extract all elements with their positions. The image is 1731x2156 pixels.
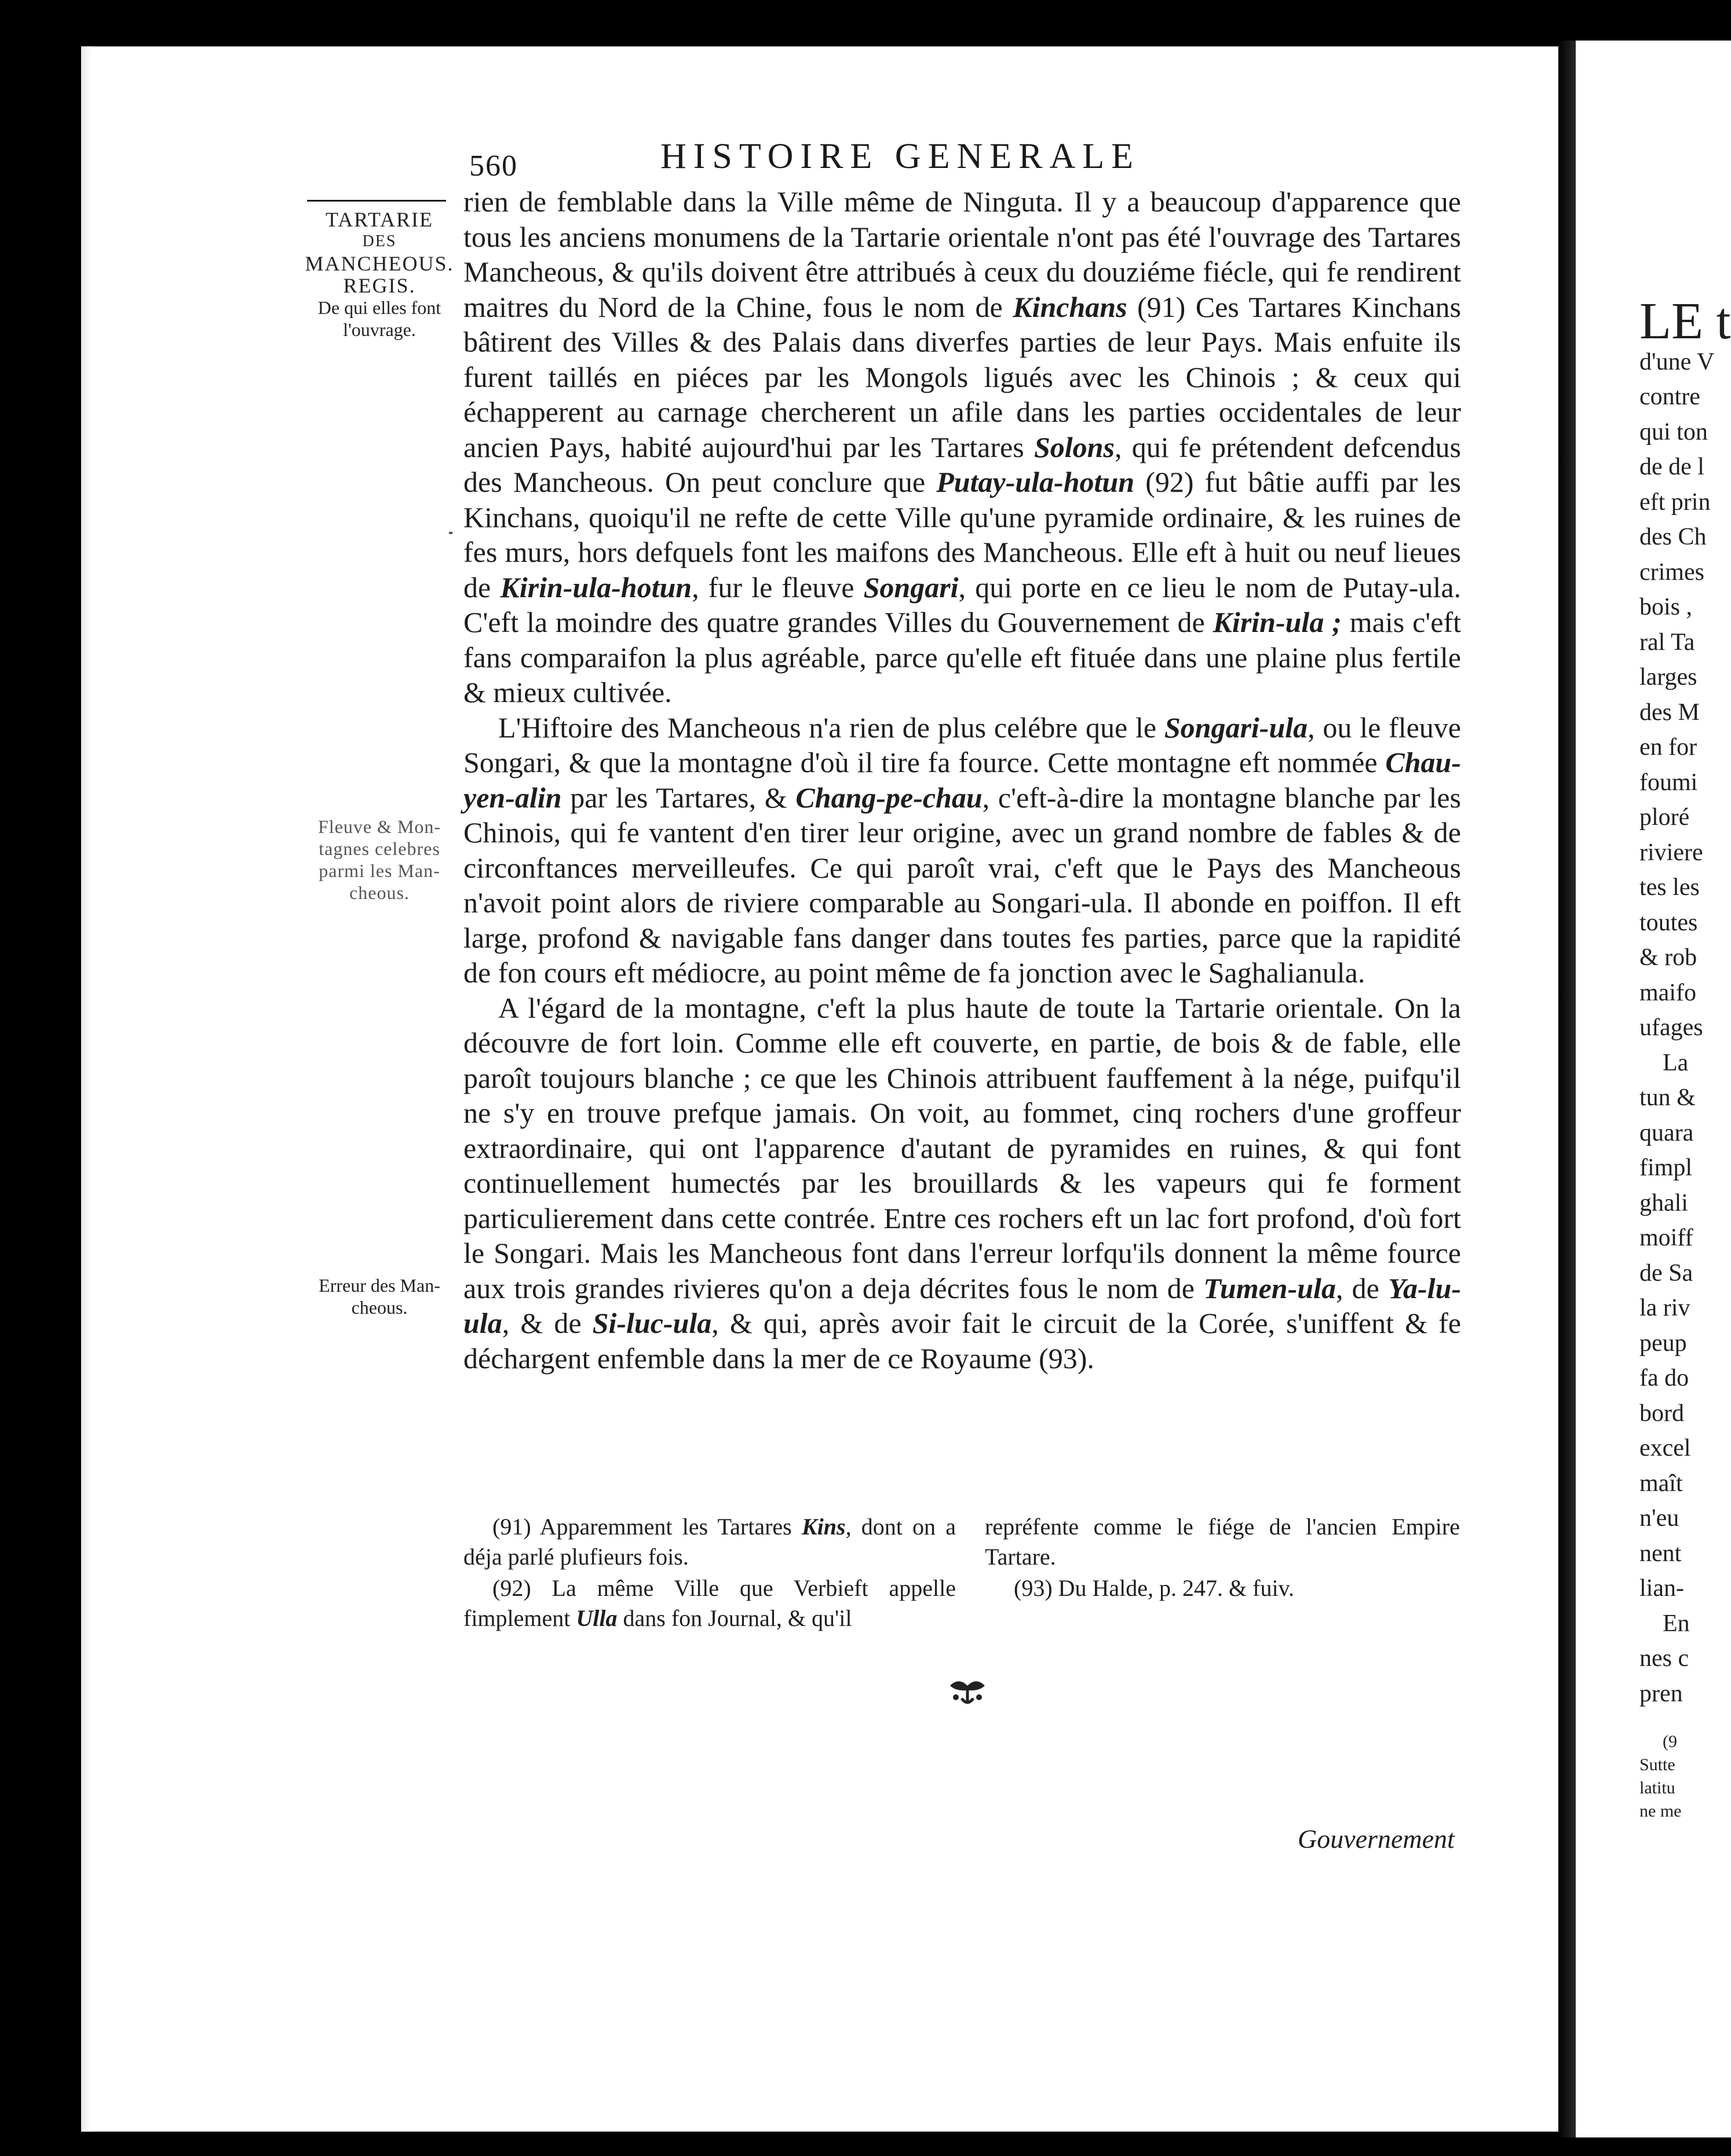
- p1-songari: Songari: [863, 571, 959, 604]
- fn91-kins: Kins: [801, 1514, 846, 1540]
- paragraph-1: [463, 184, 1461, 710]
- facing-page-line: ghali: [1639, 1189, 1688, 1216]
- facing-page-line: maît: [1639, 1470, 1683, 1497]
- facing-page-note-line: ne me: [1639, 1801, 1682, 1821]
- facing-page-line: d'une V: [1639, 348, 1715, 375]
- facing-page-line: excel: [1639, 1435, 1691, 1461]
- marginal-note-2d: cheous.: [349, 882, 410, 903]
- p1-text-f: , qui porte en ce lieu le nom de Putay-ula. C'eft la moindre des quatre grandes Villes du Gouvernement de: [463, 571, 1462, 638]
- p2-text-c: par les Tartares, &: [570, 781, 787, 814]
- facing-page-line: LE t: [1639, 293, 1731, 350]
- p1-text-c: , qui fe prétendent defcendus des Mancheous. On peut conclure que: [463, 430, 1461, 498]
- p1-text-b: (91) Ces Tartares Kinchans bâtirent des Villes & des Palais dans diverfes parties de leur Pays. Mais enfuite ils furent taillés en piéces par les Mongols ligués avec les Chinois ; & ceux qui échapperent au carnage chercherent un afile dans les parties occidentales de leur ancien Pays, habité aujourd'hui par les Tartares: [463, 290, 1461, 463]
- facing-page: [1576, 41, 1731, 2137]
- footnotes-right-column: [985, 1512, 1460, 1605]
- marginal-note-2b: tagnes celebres: [319, 838, 440, 859]
- facing-page-line: quara: [1639, 1119, 1694, 1146]
- marginal-region-line-2: DES: [362, 232, 397, 250]
- facing-page-line: pren: [1639, 1680, 1683, 1707]
- facing-page-line: foumi: [1639, 769, 1698, 796]
- p2-songari-ula: Songari-ula: [1164, 711, 1308, 744]
- p2-chau: Chau-yen-alin: [463, 746, 1461, 814]
- p3-tumen: Tumen-ula: [1203, 1271, 1336, 1304]
- marginal-note-error: [298, 1274, 461, 1318]
- footnote-93: (93) Du Halde, p. 247. & fuiv.: [1014, 1575, 1294, 1601]
- facing-page-line: en for: [1639, 734, 1697, 761]
- marginal-region-line-1: TARTARIE: [325, 208, 434, 231]
- p2-chang: Chang-pe-chau: [795, 781, 983, 814]
- p1-kinchans: Kinchans: [1013, 290, 1127, 323]
- catchword: Gouvernement: [1298, 1824, 1455, 1854]
- facing-page-line: contre: [1639, 383, 1700, 410]
- facing-page-line: larges: [1639, 664, 1697, 690]
- facing-page-line: nent: [1639, 1540, 1682, 1567]
- facing-page-line: peup: [1639, 1329, 1687, 1357]
- facing-page-line: & rob: [1639, 944, 1697, 971]
- p2-text-a: L'Hiftoire des Mancheous n'a rien de plus celébre que le: [498, 711, 1157, 744]
- fleuron-ornament-icon: [938, 1674, 996, 1709]
- footnote-92-continued: repréfente comme le fiége de l'ancien Empire Tartare.: [985, 1514, 1460, 1570]
- p1-kirin-hotun: Kirin-ula-hotun: [500, 571, 692, 604]
- facing-page-line: de Sa: [1639, 1259, 1693, 1287]
- fn92-text-a: (92) La même Ville que Verbieft appelle fimplement: [463, 1575, 956, 1631]
- marginal-note-3a: Erreur des Man-: [319, 1275, 440, 1296]
- facing-page-line: eft prin: [1639, 488, 1711, 516]
- facing-page-line: fa do: [1639, 1365, 1689, 1391]
- p3-text-a: A l'égard de la montagne, c'eft la plus haute de toute la Tartarie orientale. On la découvre de fort loin. Comme elle eft couverte, en partie, de bois & de fable, elle paroît toujours blanche ; ce que les Chinois attribuent fauffement à la nége, puifqu'il ne s'y en trouve prefque jamais. On voit, au fommet, cinq rochers d'une groffeur extraordinaire, qui ont l'apparence d'autant de pyramides en ruines, & qui font continuellement humectés par les brouillards & les vapeurs qui fe forment particulierement dans cette contrée. Entre ces rochers eft un lac fort profond, d'où fort le Songari. Mais les Mancheous font dans l'erreur lorfqu'ils donnent la même fource aux trois grandes rivieres qu'on a deja décrites fous le nom de: [463, 991, 1461, 1304]
- p1-kirin: Kirin-ula ;: [1213, 606, 1342, 638]
- p2-text-b: , ou le fleuve Songari, & que la montagne d'où il tire fa fource. Cette montagne eft nommée: [463, 711, 1462, 779]
- marginal-region-line-4: REGIS.: [343, 274, 416, 297]
- facing-page-line: tun &: [1639, 1084, 1696, 1111]
- marginal-region-label: [298, 209, 461, 341]
- facing-page-line: n'eu: [1639, 1505, 1679, 1532]
- facing-page-line: ufages: [1639, 1014, 1703, 1041]
- paragraph-3: [463, 991, 1461, 1376]
- facing-page-line: lian-: [1639, 1575, 1684, 1602]
- marginal-region-line-3: MANCHEOUS.: [305, 252, 454, 275]
- facing-page-line: moiff: [1639, 1225, 1693, 1251]
- marginal-note-1b: l'ouvrage.: [343, 319, 416, 340]
- p3-text-c: , & de: [502, 1307, 582, 1339]
- p3-yalu: Ya-lu-ula: [463, 1271, 1462, 1339]
- facing-page-line: tes les: [1639, 874, 1700, 901]
- page-edge-shadow: [81, 46, 92, 2132]
- fn92-ulla: Ulla: [576, 1605, 618, 1631]
- fn91-text-b: , dont on a déja parlé plufieurs fois.: [463, 1514, 956, 1570]
- p3-text-b: , de: [1335, 1271, 1379, 1304]
- fn92-text-b: dans fon Journal, & qu'il: [623, 1605, 852, 1631]
- facing-page-line: maifo: [1639, 979, 1696, 1006]
- facing-page-line: des Ch: [1639, 524, 1707, 550]
- p1-solons: Solons: [1034, 430, 1115, 463]
- facing-page-note-line: (9: [1663, 1732, 1677, 1751]
- facing-page-note-line: Sutte: [1639, 1755, 1675, 1774]
- facing-page-line: de de l: [1639, 454, 1704, 480]
- facing-page-line: fimpl: [1639, 1154, 1692, 1181]
- book-gutter: [1558, 41, 1576, 2137]
- marginal-note-river: [298, 816, 461, 904]
- p1-text-g: mais c'eft fans comparaifon la plus agréable, parce qu'elle eft fituée dans une plaine plus fertile & mieux cultivée.: [463, 606, 1462, 708]
- marginal-note-2a: Fleuve & Mon-: [317, 816, 441, 837]
- footnote-92: [463, 1573, 956, 1634]
- facing-page-line: ral Ta: [1639, 628, 1695, 656]
- facing-page-line: des M: [1639, 699, 1700, 726]
- facing-page-line: bord: [1639, 1399, 1684, 1427]
- facing-page-line: la riv: [1639, 1295, 1690, 1321]
- facing-page-line: ploré: [1639, 804, 1690, 831]
- p1-text-e: , fur le fleuve: [692, 571, 854, 604]
- margin-rule: [307, 200, 446, 202]
- facing-page-line: La: [1663, 1049, 1689, 1076]
- facing-page-line: crimes: [1639, 558, 1704, 586]
- facing-page-line: toutes: [1639, 909, 1698, 936]
- running-head: [469, 136, 1570, 182]
- p2-text-d: , c'eft-à-dire la montagne blanche par les Chinois, qui fe vantent d'en tirer leur origine, avec un grand nombre de fables & de circonftances merveilleufes. Ce qui paroît vrai, c'eft que le Pays des Mancheous n'avoit point alors de riviere comparable au Songari-ula. Il abonde en poiffon. Il eft large, profond & navigable fans danger dans toutes fes parties, parce que la rapidité de fon cours eft médiocre, au point même de fa jonction avec le Saghalianula.: [463, 781, 1462, 989]
- facing-page-line: En: [1663, 1610, 1690, 1637]
- running-title: HISTOIRE GENERALE: [660, 137, 1140, 176]
- body-text: [463, 184, 1461, 1376]
- fn91-text-a: (91) Apparemment les Tartares: [492, 1514, 792, 1540]
- p1-text-a: rien de femblable dans la Ville même de Ninguta. Il y a beaucoup d'apparence que tous les anciens monumens de la Tartarie orientale n'ont pas été l'ouvrage des Tartares Mancheous, & qu'ils doivent être attribués à ceux du douziéme fiécle, qui fe rendirent maitres du Nord de la Chine, fous le nom de: [463, 185, 1461, 323]
- facing-page-line: bois ,: [1639, 594, 1693, 620]
- p1-text-d: (92) fut bâtie auffi par les Kinchans, quoiqu'il ne refte de cette Ville qu'une pyramide ordinaire, & les ruines de fes murs, hors defquels font les maifons des Mancheous. Elle eft à huit ou neuf lieues de: [463, 466, 1461, 604]
- paragraph-2: [463, 710, 1461, 991]
- footnotes-left-column: [463, 1512, 956, 1635]
- marginal-note-1a: De qui elles font: [317, 297, 441, 318]
- facing-page-note-line: latitu: [1639, 1778, 1675, 1797]
- ink-speck: [449, 532, 452, 534]
- footnote-91: [463, 1512, 956, 1572]
- p3-siluc: Si-luc-ula: [592, 1307, 712, 1339]
- p3-text-d: , & qui, après avoir fait le circuit de la Corée, s'uniffent & fe déchargent enfemble dans la mer de ce Royaume (93).: [463, 1307, 1461, 1375]
- marginal-note-3b: cheous.: [351, 1297, 408, 1318]
- facing-page-line: nes c: [1639, 1645, 1689, 1672]
- page-number: 560: [469, 149, 518, 182]
- facing-page-line: riviere: [1639, 839, 1703, 866]
- facing-page-line: qui ton: [1639, 418, 1708, 445]
- marginal-note-2c: parmi les Man-: [319, 860, 440, 881]
- p1-putay: Putay-ula-hotun: [936, 466, 1135, 498]
